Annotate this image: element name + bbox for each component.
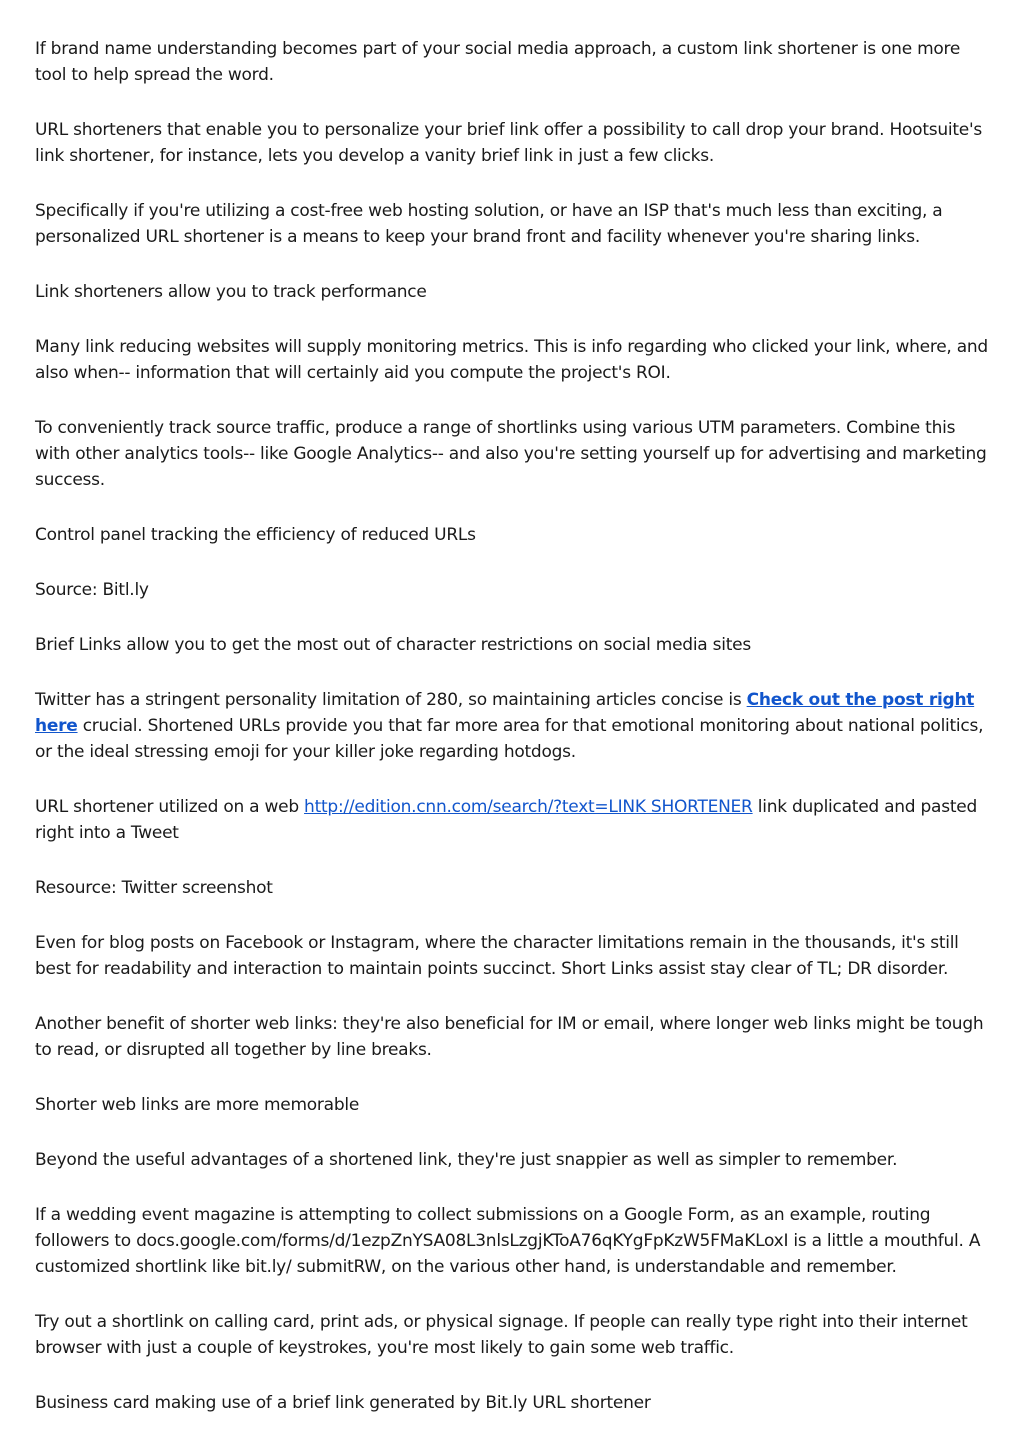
source-credit: Source: Bitl.ly bbox=[35, 580, 149, 600]
paragraph-text: link duplicated and pasted right into a Tweet bbox=[35, 797, 977, 843]
paragraph-text: crucial. Shortened URLs provide you that far more area for that emotional monitoring about national politics, or the ideal stressing emoji for your killer joke regarding hotdogs. bbox=[35, 716, 984, 762]
check-out-post-link[interactable]: Check out the post right here bbox=[35, 690, 975, 736]
paragraph: URL shorteners that enable you to personalize your brief link offer a possibility to call drop your brand. Hootsuite's link shortener, for instance, lets you develop a vanity brief link in just a few clicks. bbox=[35, 120, 983, 166]
section-heading: Shorter web links are more memorable bbox=[35, 1095, 360, 1115]
paragraph: Even for blog posts on Facebook or Instagram, where the character limitations remain in the thousands, it's still best for readability and interaction to maintain points succinct. Short Links assist stay clear of TL; DR disorder. bbox=[35, 933, 959, 979]
paragraph-text: Twitter has a stringent personality limitation of 280, so maintaining articles concise is bbox=[35, 690, 747, 710]
section-heading: Brief Links allow you to get the most out of character restrictions on social media sites bbox=[35, 635, 751, 655]
cnn-search-link[interactable]: http://edition.cnn.com/search/?text=LINK SHORTENER bbox=[304, 797, 753, 817]
paragraph: Another benefit of shorter web links: they're also beneficial for IM or email, where longer web links might be tough to read, or disrupted all together by line breaks. bbox=[35, 1014, 984, 1060]
paragraph: If brand name understanding becomes part of your social media approach, a custom link shortener is one more tool to help spread the word. bbox=[35, 39, 961, 85]
paragraph: Beyond the useful advantages of a shortened link, they're just snappier as well as simpler to remember. bbox=[35, 1150, 898, 1170]
paragraph: Specifically if you're utilizing a cost-free web hosting solution, or have an ISP that's much less than exciting, a personalized URL shortener is a means to keep your brand front and facility whenever you're sharing links. bbox=[35, 201, 943, 247]
image-caption: Control panel tracking the efficiency of reduced URLs bbox=[35, 525, 476, 545]
paragraph-text: URL shortener utilized on a web bbox=[35, 797, 305, 817]
paragraph: Try out a shortlink on calling card, print ads, or physical signage. If people can really type right into their internet browser with just a couple of keystrokes, you're most likely to gain some web traffic. bbox=[35, 1312, 968, 1358]
document-body bbox=[35, 36, 995, 1445]
section-heading: Link shorteners allow you to track performance bbox=[35, 282, 427, 302]
paragraph: Many link reducing websites will supply monitoring metrics. This is info regarding who clicked your link, where, and also when-- information that will certainly aid you compute the project's ROI. bbox=[35, 337, 988, 383]
source-credit: Resource: Twitter screenshot bbox=[35, 878, 273, 898]
image-caption: Business card making use of a brief link generated by Bit.ly URL shortener bbox=[35, 1393, 651, 1413]
image-caption bbox=[35, 794, 995, 846]
paragraph bbox=[35, 687, 995, 765]
paragraph: If a wedding event magazine is attempting to collect submissions on a Google Form, as an example, routing followers to docs.google.com/forms/d/1ezpZnYSA08L3nlsLzgjKToA76qKYgFpKzW5FMaKLoxI is a little a mouthful. A customized shortlink like bit.ly/ submitRW, on the various other hand, is understandable and remember. bbox=[35, 1205, 981, 1277]
paragraph: To conveniently track source traffic, produce a range of shortlinks using various UTM parameters. Combine this with other analytics tools-- like Google Analytics-- and also you're setting yourself up for advertising and marketing success. bbox=[35, 418, 987, 490]
